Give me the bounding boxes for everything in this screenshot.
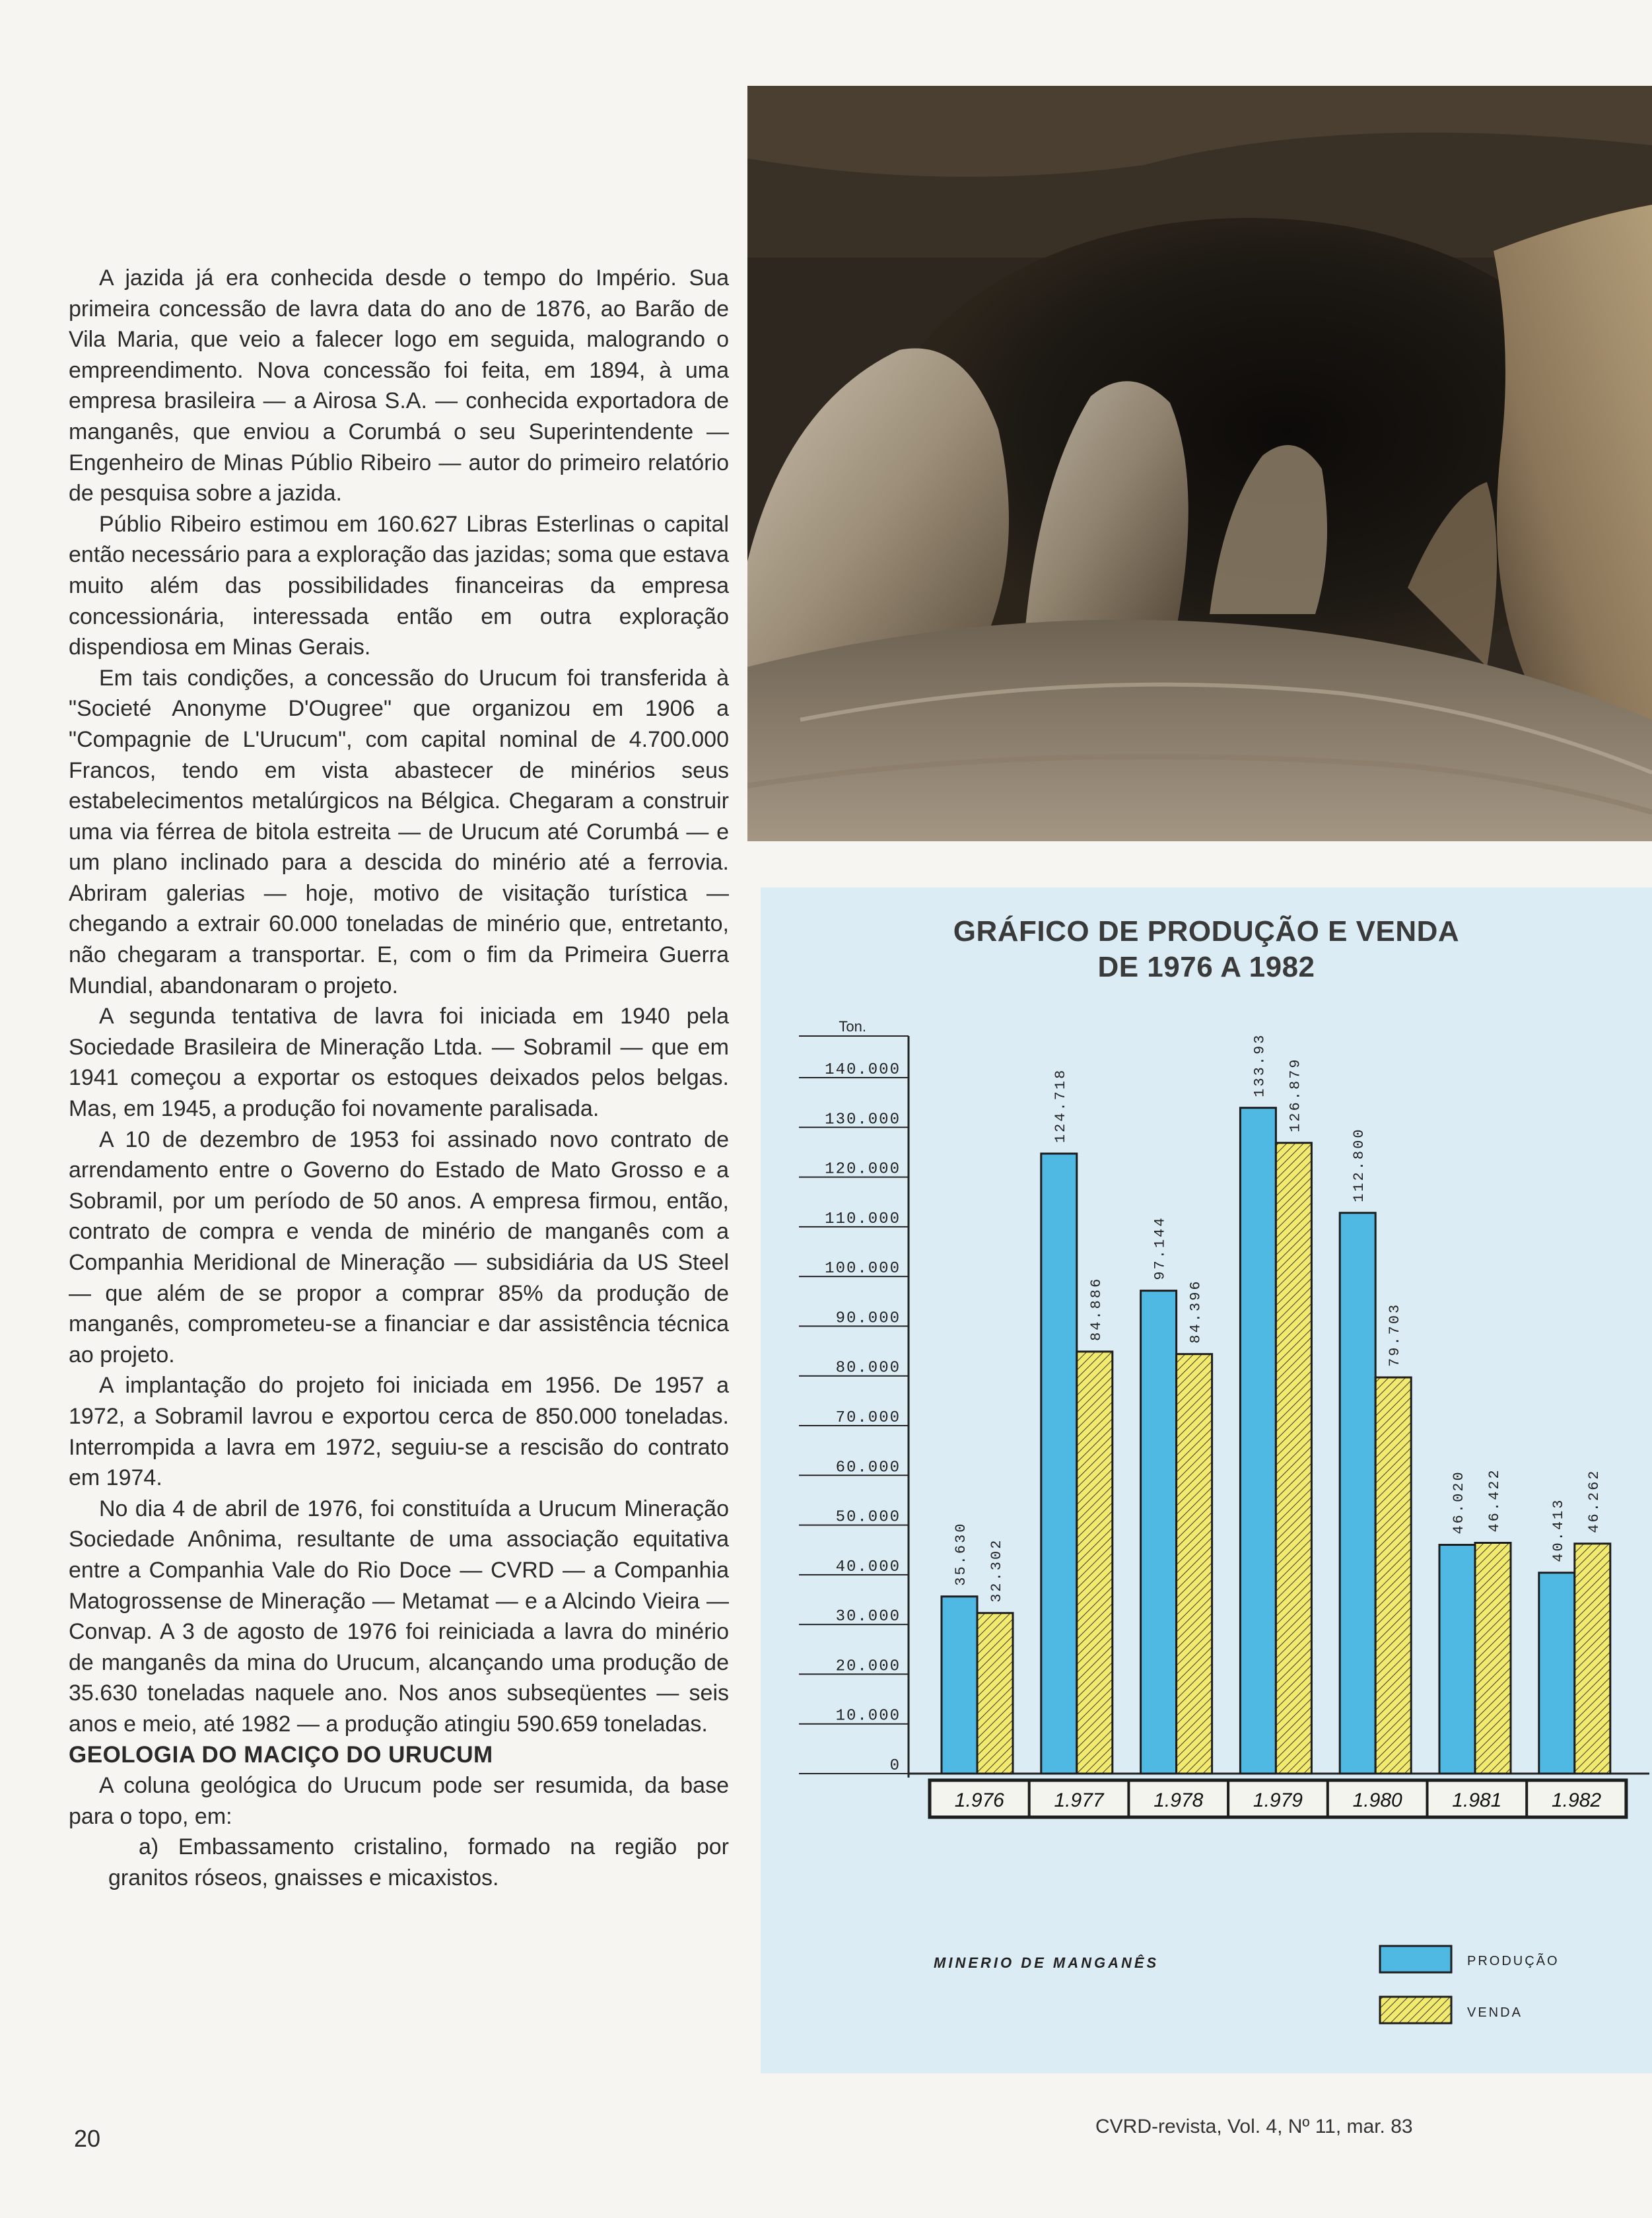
- data-label-venda: 79.703: [1387, 1302, 1404, 1367]
- data-label-venda: 46.422: [1486, 1468, 1503, 1533]
- legend-swatch-venda: [1380, 1997, 1451, 2023]
- y-tick-label: 60.000: [835, 1459, 901, 1477]
- y-tick-label: 100.000: [825, 1260, 901, 1278]
- bar-producao: [1539, 1573, 1575, 1774]
- y-tick-label: 70.000: [835, 1409, 901, 1427]
- y-axis-unit: Ton.: [839, 1018, 866, 1035]
- y-tick-label: 10.000: [835, 1707, 901, 1725]
- bar-producao: [1141, 1291, 1177, 1774]
- bar-venda: [1375, 1377, 1411, 1774]
- x-tick-label: 1.981: [1452, 1789, 1502, 1811]
- data-label-producao: 133.93: [1251, 1033, 1268, 1097]
- data-label-producao: 97.144: [1152, 1216, 1169, 1280]
- legend-label-venda: VENDA: [1467, 2005, 1523, 2020]
- cave-photo-illustration: [747, 86, 1652, 841]
- x-tick-label: 1.976: [954, 1789, 1004, 1811]
- data-label-producao: 124.718: [1052, 1068, 1069, 1144]
- y-tick-label: 90.000: [835, 1309, 901, 1328]
- y-tick-label: 80.000: [835, 1359, 901, 1377]
- paragraph: A implantação do projeto foi iniciada em 1956. De 1957 a 1972, a Sobramil lavrou e exportou cerca de 850.000 toneladas. Interrompida a lavra em 1972, seguiu-se a rescisão do contrato em 1974.: [69, 1373, 729, 1491]
- x-tick-label: 1.980: [1352, 1789, 1402, 1811]
- bar-venda: [1276, 1143, 1311, 1774]
- page-number: 20: [74, 2125, 101, 2152]
- paragraph: A jazida já era conhecida desde o tempo do Império. Sua primeira concessão de lavra data do ano de 1876, ao Barão de Vila Maria, que veio a falecer logo em seguida, malogrando o empreendimento. Nova concessão foi feita, em 1894, à uma empresa brasileira — a Airosa S.A. — conhecida exportadora de manganês, que enviou a Corumbá o seu Superintendente — Engenheiro de Minas Públio Ribeiro — autor do primeiro relatório de pesquisa sobre a jazida.: [69, 265, 729, 506]
- x-tick-label: 1.977: [1054, 1789, 1104, 1811]
- section-title: GEOLOGIA DO MACIÇO DO URUCUM: [69, 1741, 493, 1768]
- legend-label-producao: PRODUÇÃO: [1467, 1954, 1560, 1968]
- legend-swatch-producao: [1380, 1946, 1451, 1972]
- bar-producao: [1439, 1545, 1475, 1774]
- x-tick-label: 1.979: [1253, 1789, 1303, 1811]
- x-tick-label: 1.978: [1153, 1789, 1204, 1811]
- data-label-producao: 112.800: [1351, 1127, 1368, 1202]
- y-tick-label: 0: [889, 1757, 901, 1775]
- chart-title-line-2: DE 1976 A 1982: [1097, 951, 1315, 983]
- data-label-venda: 84.396: [1187, 1279, 1204, 1344]
- paragraph: Em tais condições, a concessão do Urucum foi transferida à "Societé Anonyme D'Ougree" que organizou em 1906 a "Compagnie de L'Urucum", com capital nominal de 4.700.000 Francos, tendo em vista abastecer de minérios seus estabelecimentos metalúrgicos na Bélgica. Chegaram a construir uma via férrea de bitola estreita — de Urucum até Corumbá — e um plano inclinado para a descida do minério até a ferrovia. Abriram galerias — hoje, motivo de visitação turística — chegando a extrair 60.000 toneladas de minério que, entretanto, não chegaram a transportar. E, com o fim da Primeira Guerra Mundial, abandonaram o projeto.: [69, 665, 729, 998]
- bar-producao: [1340, 1213, 1375, 1774]
- chart-title-line-1: GRÁFICO DE PRODUÇÃO E VENDA: [953, 915, 1460, 948]
- list-item: a) Embassamento cristalino, formado na região por granitos róseos, gnaisses e micaxistos.: [108, 1834, 729, 1890]
- footer-citation: CVRD-revista, Vol. 4, Nº 11, mar. 83: [1095, 2116, 1413, 2137]
- section-intro: A coluna geológica do Urucum pode ser resumida, da base para o topo, em:: [69, 1773, 729, 1829]
- x-tick-label: 1.982: [1552, 1789, 1602, 1811]
- paragraph: No dia 4 de abril de 1976, foi constituída a Urucum Mineração Sociedade Anônima, resultante de uma associação equitativa entre a Companhia Vale do Rio Doce — CVRD — a Companhia Matogrossense de Mineração — Metamat — e a Alcindo Vieira — Convap. A 3 de agosto de 1976 foi reiniciada a lavra do minério de manganês da mina do Urucum, alcançando uma produção de 35.630 toneladas naquele ano. Nos anos subseqüentes — seis anos e meio, até 1982 — a produção atingiu 590.659 toneladas.: [69, 1496, 729, 1737]
- article-text: [69, 263, 729, 1893]
- y-tick-label: 140.000: [825, 1061, 901, 1079]
- bar-producao: [1041, 1154, 1077, 1774]
- y-tick-label: 110.000: [825, 1210, 901, 1228]
- y-tick-label: 40.000: [835, 1558, 901, 1576]
- y-tick-label: 120.000: [825, 1160, 901, 1179]
- data-label-venda: 126.879: [1287, 1057, 1304, 1132]
- bar-producao: [942, 1597, 977, 1774]
- bar-chart: [761, 887, 1652, 2073]
- bar-venda: [977, 1613, 1013, 1774]
- data-label-venda: 32.302: [988, 1538, 1005, 1603]
- y-tick-label: 50.000: [835, 1508, 901, 1527]
- bar-venda: [1177, 1354, 1212, 1774]
- bar-venda: [1077, 1352, 1113, 1774]
- chart-caption: MINERIO DE MANGANÊS: [934, 1955, 1159, 1971]
- bar-venda: [1475, 1543, 1511, 1774]
- data-label-venda: 84.886: [1087, 1276, 1105, 1341]
- data-label-producao: 46.020: [1451, 1470, 1467, 1535]
- bar-producao: [1240, 1108, 1276, 1774]
- data-label-venda: 46.262: [1585, 1469, 1602, 1533]
- bar-venda: [1575, 1544, 1610, 1774]
- y-tick-label: 20.000: [835, 1657, 901, 1676]
- cave-photo: [747, 86, 1652, 841]
- data-label-producao: 40.413: [1550, 1498, 1567, 1562]
- paragraph: A 10 de dezembro de 1953 foi assinado novo contrato de arrendamento entre o Governo do Estado de Mato Grosso e a Sobramil, por um período de 50 anos. A empresa firmou, então, contrato de compra e venda de minério de manganês com a Companhia Meridional de Mineração — subsidiária da US Steel — que além de se propor a comprar 85% da produção de manganês, comprometeu-se a financiar e dar assistência técnica ao projeto.: [69, 1126, 729, 1368]
- production-chart-panel: [761, 887, 1652, 2073]
- paragraph: Públio Ribeiro estimou em 160.627 Libras Esterlinas o capital então necessário para a exploração das jazidas; soma que estava muito além das possibilidades financeiras da empresa concessionária, interessada então em outra exploração dispendiosa em Minas Gerais.: [69, 511, 729, 660]
- data-label-producao: 35.630: [953, 1521, 969, 1586]
- y-tick-label: 30.000: [835, 1608, 901, 1626]
- y-tick-label: 130.000: [825, 1111, 901, 1129]
- paragraph: A segunda tentativa de lavra foi iniciada em 1940 pela Sociedade Brasileira de Mineração Ltda. — Sobramil — que em 1941 começou a exportar os estoques deixados pelos belgas. Mas, em 1945, a produção foi novamente paralisada.: [69, 1004, 729, 1122]
